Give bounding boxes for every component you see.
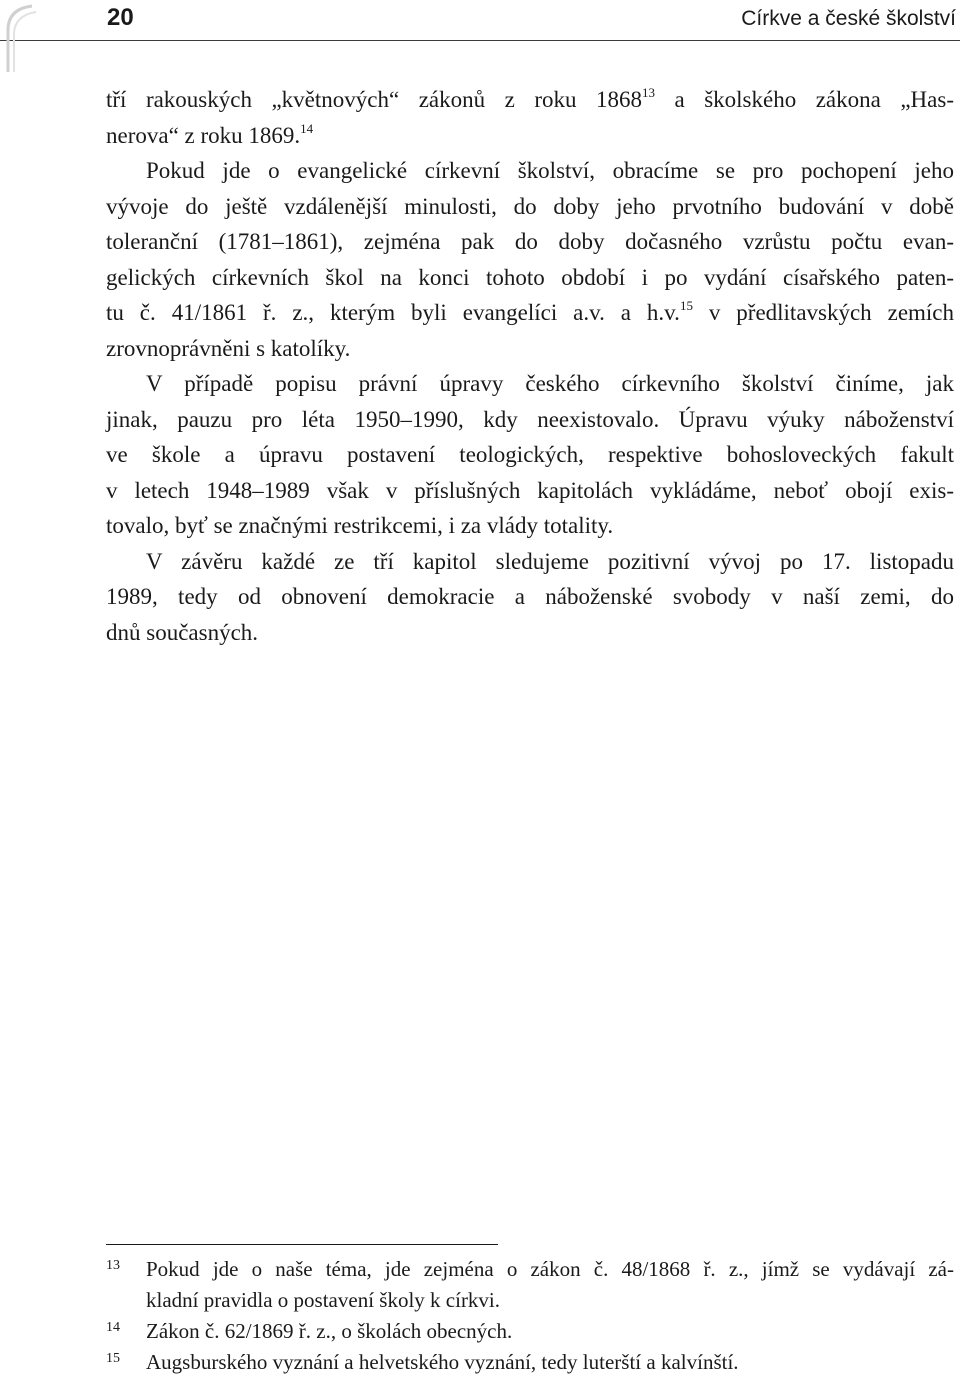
page-number: 20 — [107, 4, 134, 31]
footnote-line: Zákon č. 62/1869 ř. z., o školách obecných. — [146, 1319, 513, 1343]
footnote-line: Augsburského vyznání a helvetského vyznání, tedy luterští a kalvínští. — [146, 1350, 739, 1374]
body-line-2: nerova“ z roku 1869.14 — [106, 120, 314, 148]
body-line-9: V případě popisu právní úpravy českého církevního školství činíme, jak — [146, 371, 954, 396]
body-line-3: Pokud jde o evangelické církevní školství, obracíme se pro pochopení jeho — [146, 158, 954, 183]
body-line-13: tovalo, byť se značnými restrikcemi, i za vlády totality. — [106, 513, 614, 538]
footnote-13 — [106, 1254, 954, 1316]
body-line-8: zrovnoprávněni s katolíky. — [106, 335, 351, 361]
body-line-7: tu č. 41/1861 ř. z., kterým byli evangelíci a.v. a h.v.$^{15}$ v předlitavských zemích — [106, 298, 955, 325]
footnote-number: 13 — [106, 1258, 120, 1273]
running-title: Církve a české školství — [741, 7, 956, 30]
footnote-line: kladní pravidla o postavení školy k církvi. — [146, 1288, 501, 1312]
page-header — [0, 0, 960, 41]
body-line-5: toleranční (1781–1861), zejména pak do doby dočasného vzrůstu počtu evan- — [106, 229, 954, 254]
footnote-line: Pokud jde o naše téma, jde zejména o zákon č. 48/1868 ř. z., jímž se vydávají zá- — [146, 1257, 954, 1281]
footnote-divider — [106, 1244, 498, 1245]
page-corner-mark-icon — [2, 4, 38, 74]
body-text — [106, 82, 954, 650]
body-line-1: tří rakouských „květnových“ zákonů z roku 1868$^{13}$ a školského zákona „Has- — [106, 85, 954, 112]
footnote-15 — [106, 1347, 954, 1378]
footnote-number: 15 — [106, 1351, 120, 1366]
body-line-12: v letech 1948–1989 však v příslušných kapitolách vykládáme, neboť obojí exis- — [106, 477, 954, 503]
footnote-number: 14 — [106, 1320, 120, 1335]
body-line-16: dnů současných. — [106, 619, 259, 645]
footnote-14 — [106, 1316, 954, 1347]
footnotes — [106, 1254, 954, 1378]
body-line-14: V závěru každé ze tří kapitol sledujeme pozitivní vývoj po 17. listopadu — [146, 548, 954, 574]
body-line-11: ve škole a úpravu postavení teologických, respektive bohosloveckých fakult — [106, 442, 954, 467]
body-line-10: jinak, pauzu pro léta 1950–1990, kdy neexistovalo. Úpravu výuky náboženství — [106, 406, 954, 432]
body-line-6: gelických církevních škol na konci tohoto období i po vydání císařského paten- — [106, 264, 954, 290]
body-line-4: vývoje do ještě vzdálenější minulosti, do doby jeho prvotního budování v době — [106, 193, 954, 219]
body-line-15: 1989, tedy od obnovení demokracie a náboženské svobody v naší zemi, do — [106, 584, 954, 609]
